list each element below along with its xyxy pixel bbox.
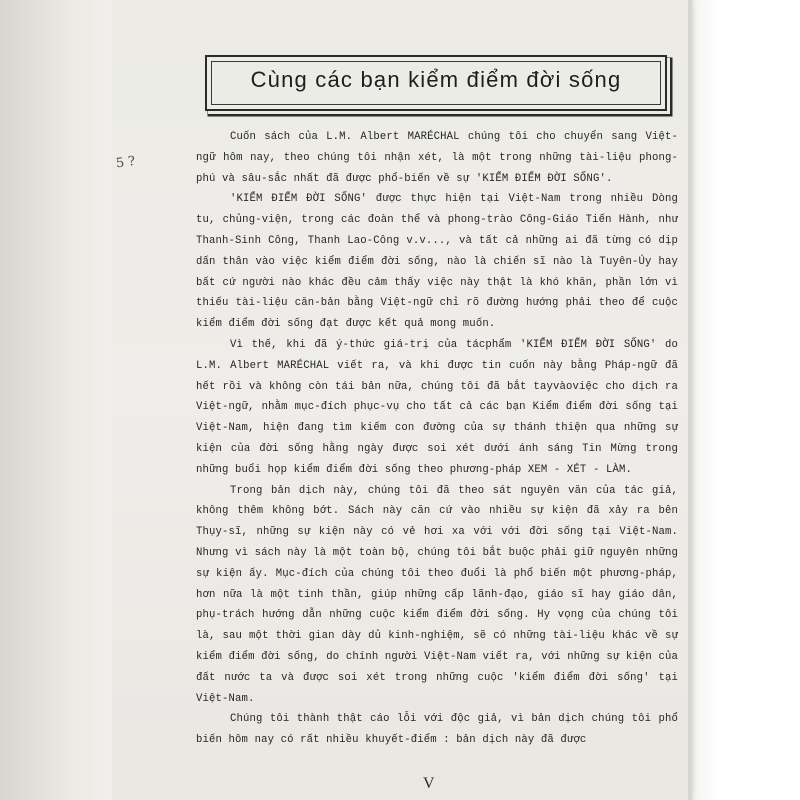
page-edge bbox=[688, 0, 692, 800]
page-title: Cùng các bạn kiểm điểm đời sống bbox=[250, 67, 622, 92]
paragraph-4: Trong bản dịch này, chúng tôi đã theo sát nguyên văn của tác giả, không thêm không bớt. Sách này căn cứ vào nhiều sự kiện đã xảy ra bên Thụy-sĩ, những sự kiện này có vẻ hơi xa với với đời sống tại Việt-Nam. Nhưng vì sách này là một toàn bộ, chúng tôi bắt buộc phải giữ nguyên những sự kiện ấy. Mục-đích của chúng tôi theo đuổi là phổ biến một phương-pháp, hơn nữa là một tinh thần, giúp những cấp lãnh-đạo, giáo sĩ hay giáo dân, phụ-trách hướng dẫn những cuộc kiểm điểm đời sống. Hy vọng của chúng tôi là, sau một thời gian dày dủ kinh-nghiệm, sẽ có những tài-liệu khác về sự kiểm điểm đời sống, do chính người Việt-Nam viết ra, với những sự kiện của đất nước ta và được soi xét trong những cuộc 'kiểm điểm đời sống' tại Việt-Nam. bbox=[196, 484, 678, 705]
paragraph-2: 'KIỂM ĐIỂM ĐỜI SỐNG' được thực hiện tại Việt-Nam trong nhiều Dòng tu, chủng-viện, trong các đoàn thể và phong-trào Công-Giáo Tiến Hành, như Thanh-Sinh Công, Thanh Lao-Công v.v..., và tất cả những ai đã từng có dịp dấn thân vào việc kiểm điểm đời sống, nào là chiến sĩ nào là Tuyên-Úy hay bất cứ người nào khác đều cảm thấy việc này thật là khó khăn, phần lớn vì thiếu tài-liệu căn-bản bằng Việt-ngữ chỉ rõ đường hướng phải theo để cuộc kiểm điểm đời sống đạt được kết quả mong muốn. bbox=[196, 193, 678, 331]
title-frame bbox=[205, 55, 667, 111]
paragraph-1: Cuốn sách của L.M. Albert MARÉCHAL chúng tôi cho chuyển sang Việt-ngữ hôm nay, theo chúng tôi nhận xét, là một trong những tài-liệu phong-phú và sâu-sắc nhất đã được phổ-biến về sự 'KIỂM ĐIỂM ĐỜI SỐNG'. bbox=[196, 131, 678, 185]
paragraph-5: Chúng tôi thành thật cáo lỗi với độc giả, vì bản dịch chúng tôi phổ biến hôm nay có rất nhiều khuyết-điểm : bản dịch này đã được bbox=[196, 713, 678, 747]
paragraph-3: Vì thế, khi đã ý-thức giá-trị của tácphẩm 'KIỂM ĐIỂM ĐỜI SỐNG' do L.M. Albert MARÉCHAL viết ra, và khi được tin cuốn này bằng Pháp-ngữ đã hết rồi và không còn tái bản nữa, chúng tôi đã bắt tayvàoviệc cho dịch ra Việt-ngữ, nhằm mục-đích phục-vụ cho tất cả các bạn Kiểm điểm đời sống tại Việt-Nam, hiện đang tìm kiếm con đường của sự thánh thiện qua những sự kiện của đời sống hằng ngày được soi xét dưới ánh sáng Tin Mừng trong những buổi họp kiểm điểm đời sống theo phương-pháp XEM - XÉT - LÀM. bbox=[196, 338, 678, 476]
handwritten-margin-note: 5 ? bbox=[114, 153, 137, 172]
page-number: V bbox=[423, 775, 435, 792]
body-text bbox=[196, 127, 678, 751]
